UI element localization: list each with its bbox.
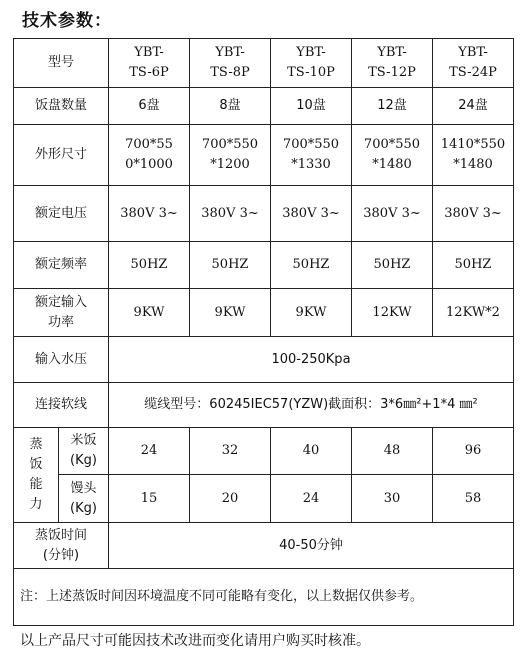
size-cell: 700*55 0*1000	[109, 125, 190, 186]
time-value: 40-50分钟	[109, 523, 514, 569]
frequency-cell: 50HZ	[433, 242, 514, 289]
voltage-row	[14, 186, 514, 242]
voltage-cell: 380V 3~	[352, 186, 433, 242]
power-cell: 9KW	[109, 289, 190, 337]
model-cell: YBT- TS-6P	[109, 39, 190, 88]
tray-cell: 12盘	[352, 88, 433, 125]
bun-cell: 58	[433, 475, 514, 523]
power-cell: 12KW	[352, 289, 433, 337]
power-label: 额定输入 功率	[14, 289, 109, 337]
water-pressure-row	[14, 337, 514, 383]
water-pressure-value: 100-250Kpa	[109, 337, 514, 383]
bun-cell: 20	[190, 475, 271, 523]
time-row	[14, 523, 514, 569]
voltage-cell: 380V 3~	[433, 186, 514, 242]
model-cell: YBT- TS-8P	[190, 39, 271, 88]
voltage-label: 额定电压	[14, 186, 109, 242]
spec-table	[13, 38, 514, 626]
tray-cell: 8盘	[190, 88, 271, 125]
rice-row	[14, 428, 514, 475]
size-cell: 700*550 *1200	[190, 125, 271, 186]
hose-value: 缆线型号：60245IEC57(YZW)截面积：3*6㎜²+1*4 ㎜²	[109, 383, 514, 428]
model-cell: YBT- TS-24P	[433, 39, 514, 88]
tray-cell: 6盘	[109, 88, 190, 125]
rice-cell: 96	[433, 428, 514, 475]
power-row	[14, 289, 514, 337]
power-cell: 9KW	[271, 289, 352, 337]
voltage-cell: 380V 3~	[190, 186, 271, 242]
rice-label: 米饭 (Kg)	[59, 428, 109, 475]
frequency-label: 额定频率	[14, 242, 109, 289]
note-row	[14, 569, 514, 626]
model-cell: YBT- TS-10P	[271, 39, 352, 88]
voltage-cell: 380V 3~	[109, 186, 190, 242]
tray-row	[14, 88, 514, 125]
bun-cell: 24	[271, 475, 352, 523]
tray-label: 饭盘数量	[14, 88, 109, 125]
hose-label: 连接软线	[14, 383, 109, 428]
tray-cell: 10盘	[271, 88, 352, 125]
frequency-cell: 50HZ	[271, 242, 352, 289]
hose-row	[14, 383, 514, 428]
frequency-row	[14, 242, 514, 289]
model-cell: YBT- TS-12P	[352, 39, 433, 88]
rice-cell: 48	[352, 428, 433, 475]
rice-cell: 40	[271, 428, 352, 475]
bun-row	[14, 475, 514, 523]
tray-cell: 24盘	[433, 88, 514, 125]
frequency-cell: 50HZ	[190, 242, 271, 289]
size-cell: 700*550 *1330	[271, 125, 352, 186]
capacity-label: 蒸 饭 能 力	[14, 428, 59, 523]
bun-label: 馒头 (Kg)	[59, 475, 109, 523]
size-label: 外形尺寸	[14, 125, 109, 186]
frequency-cell: 50HZ	[109, 242, 190, 289]
water-pressure-label: 输入水压	[14, 337, 109, 383]
size-cell: 700*550 *1480	[352, 125, 433, 186]
footer-note: 以上产品尺寸可能因技术改进而变化请用户购买时核准。	[20, 633, 370, 649]
power-cell: 9KW	[190, 289, 271, 337]
rice-cell: 24	[109, 428, 190, 475]
model-row	[14, 39, 514, 88]
power-cell: 12KW*2	[433, 289, 514, 337]
time-label: 蒸饭时间 (分钟)	[14, 523, 109, 569]
bun-cell: 30	[352, 475, 433, 523]
frequency-cell: 50HZ	[352, 242, 433, 289]
rice-cell: 32	[190, 428, 271, 475]
bun-cell: 15	[109, 475, 190, 523]
note-text: 注：上述蒸饭时间因环境温度不同可能略有变化，以上数据仅供参考。	[14, 569, 514, 626]
voltage-cell: 380V 3~	[271, 186, 352, 242]
model-label: 型号	[14, 39, 109, 88]
size-cell: 1410*550 *1480	[433, 125, 514, 186]
size-row	[14, 125, 514, 186]
page-title: 技术参数：	[22, 11, 112, 31]
